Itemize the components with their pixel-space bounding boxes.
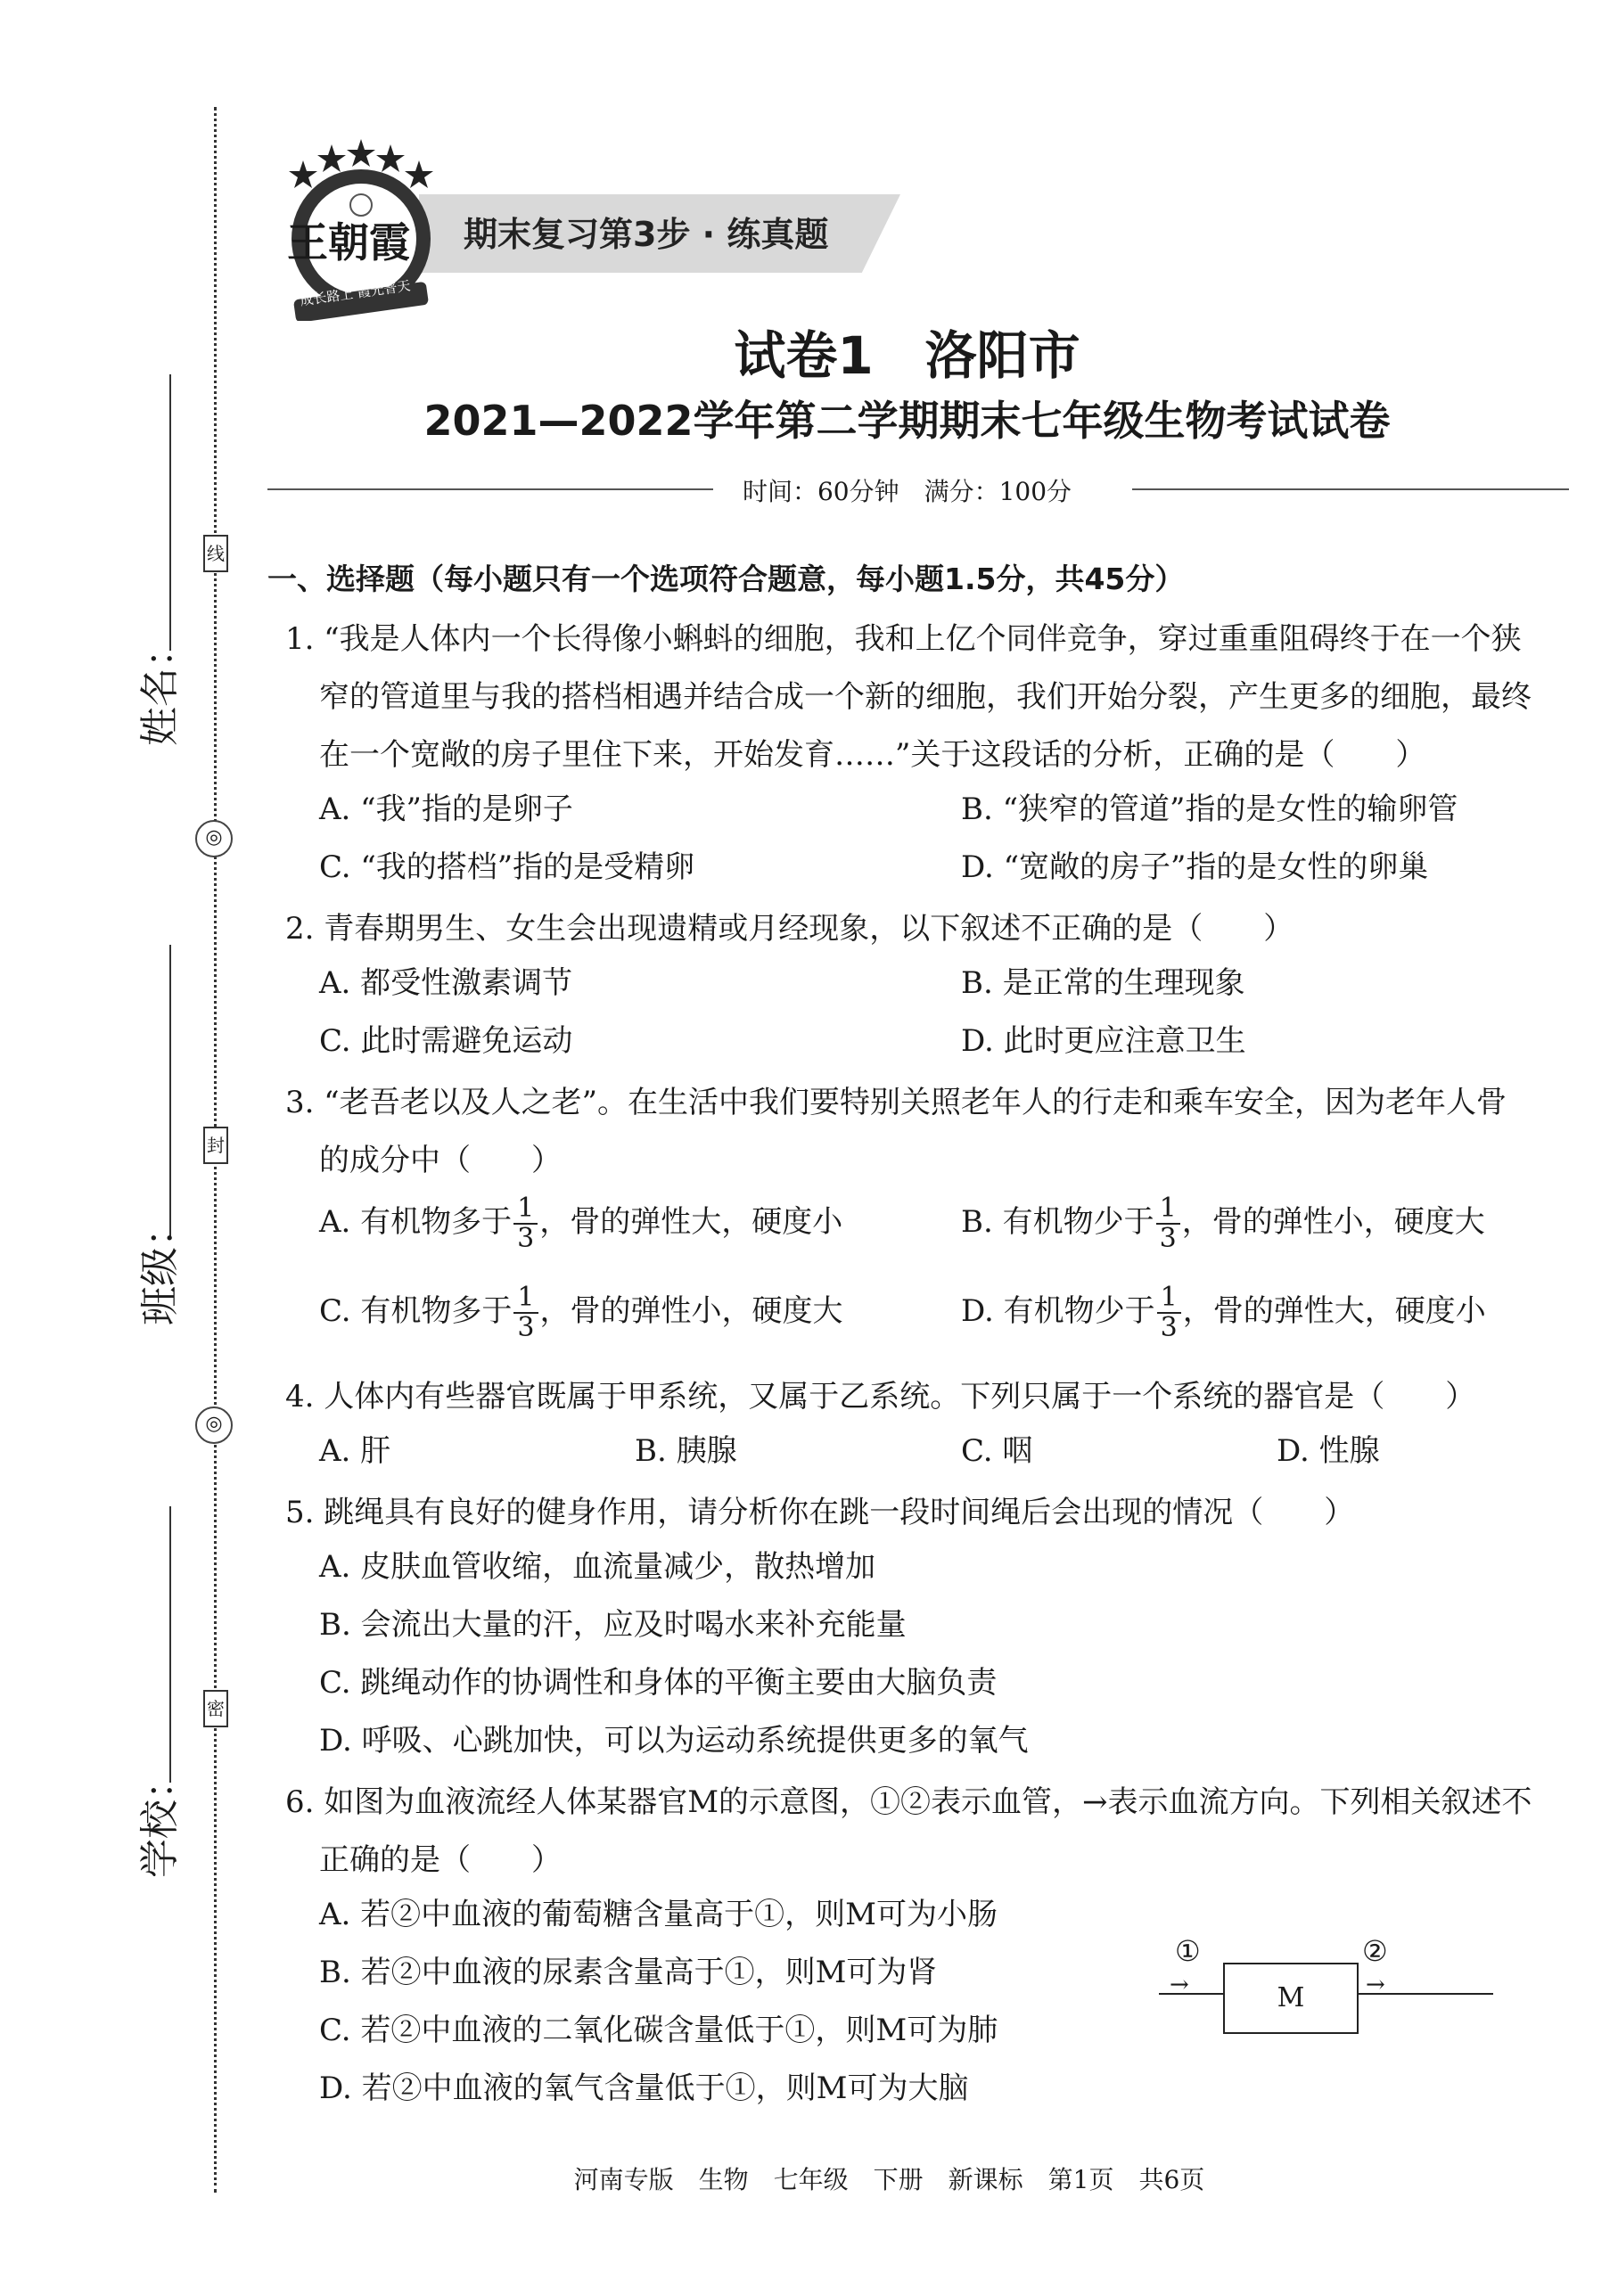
question-2-line-1: 2. 青春期男生、女生会出现遗精或月经现象，以下叙述不正确的是（ ） <box>285 911 1294 947</box>
q4-option-a: A. 肝 <box>319 1433 391 1469</box>
q5-option-a: A. 皮肤血管收缩，血流量减少，散热增加 <box>319 1549 876 1585</box>
question-1-line-1: 1. “我是人体内一个长得像小蝌蚪的细胞，我和上亿个同伴竞争，穿过重重阻碍终于在一个狭 <box>285 621 1522 657</box>
fraction: $\frac{1}{3}$ <box>1157 1283 1181 1342</box>
section-heading: 一、选择题（每小题只有一个选项符合题意，每小题1.5分，共45分） <box>267 562 1185 596</box>
school-label: 学校： <box>137 1760 183 1878</box>
q5-option-c: C. 跳绳动作的协调性和身体的平衡主要由大脑负责 <box>319 1665 998 1701</box>
margin-swirl-icon: ◎ <box>195 1406 233 1444</box>
fraction: $\frac{1}{3}$ <box>513 1283 538 1342</box>
question-3-line-2: 的成分中（ ） <box>319 1143 562 1178</box>
name-label: 姓名： <box>137 628 183 746</box>
question-1-line-3: 在一个宽敞的房子里住下来，开始发育……”关于这段话的分析，正确的是（ ） <box>319 737 1426 773</box>
q3-option-c: C. 有机物多于 $\frac{1}{3}$ ，骨的弹性小，硬度大 <box>319 1282 843 1343</box>
q6-option-d: D. 若②中血液的氧气含量低于①，则M可为大脑 <box>319 2070 969 2106</box>
banner-text: 期末复习第3步 · 练真题 <box>464 215 829 254</box>
exam-info: 时间：60分钟 满分：100分 <box>742 477 1072 506</box>
blood-flow-diagram <box>1159 1934 1462 2048</box>
question-1 <box>285 611 1569 784</box>
class-label: 班级： <box>137 1208 183 1325</box>
q6-option-a: A. 若②中血液的葡萄糖含量高于①，则M可为小肠 <box>319 1897 998 1932</box>
margin-swirl-icon: ◎ <box>195 820 233 857</box>
q3-option-d: D. 有机物少于 $\frac{1}{3}$ ，骨的弹性大，硬度小 <box>961 1282 1486 1343</box>
q3-option-a: A. 有机物多于 $\frac{1}{3}$ ，骨的弹性大，硬度小 <box>319 1193 843 1254</box>
question-6-line-2: 正确的是（ ） <box>319 1842 562 1878</box>
flow-arrow-icon: → <box>1170 1972 1189 1998</box>
q2-option-b: B. 是正常的生理现象 <box>961 965 1245 1001</box>
question-5 <box>285 1484 1569 1542</box>
q3-option-b: B. 有机物少于 $\frac{1}{3}$ ，骨的弹性小，硬度大 <box>961 1193 1485 1254</box>
organ-m-box: M <box>1223 1963 1359 2034</box>
q6-option-b: B. 若②中血液的尿素含量高于①，则M可为肾 <box>319 1955 938 1990</box>
q2-option-a: A. 都受性激素调节 <box>319 965 573 1001</box>
school-fill-line <box>169 1506 171 1783</box>
question-2 <box>285 900 1569 958</box>
q2-option-c: C. 此时需避免运动 <box>319 1023 573 1059</box>
question-4 <box>285 1368 1569 1426</box>
fraction: $\frac{1}{3}$ <box>1156 1194 1180 1253</box>
paper-subtitle: 2021—2022学年第二学期期末七年级生物考试试卷 <box>423 397 1391 445</box>
margin-mark-mi: 密 <box>203 1690 228 1727</box>
question-6 <box>285 1774 1569 1890</box>
vessel-2-label: ② <box>1362 1934 1388 1968</box>
q4-option-d: D. 性腺 <box>1277 1433 1380 1469</box>
margin-mark-xian: 线 <box>203 535 228 572</box>
vessel-1-label: ① <box>1175 1934 1201 1968</box>
q1-option-a: A. “我”指的是卵子 <box>319 791 573 827</box>
question-6-line-1: 6. 如图为血液流经人体某器官M的示意图，①②表示血管，→表示血流方向。下列相关叙述不 <box>285 1784 1532 1820</box>
question-1-line-2: 窄的管道里与我的搭档相遇并结合成一个新的细胞，我们开始分裂，产生更多的细胞，最终 <box>319 679 1532 715</box>
q5-option-b: B. 会流出大量的汗，应及时喝水来补充能量 <box>319 1607 907 1643</box>
q4-option-c: C. 咽 <box>961 1433 1033 1469</box>
question-3 <box>285 1074 1569 1190</box>
page-footer: 河南专版 生物 七年级 下册 新课标 第1页 共6页 <box>573 2165 1205 2194</box>
class-fill-line <box>169 945 171 1239</box>
logo-slogan: 成长路上 霞光普天 <box>299 277 412 309</box>
logo-text: 王朝霞 <box>287 218 410 266</box>
q6-option-c: C. 若②中血液的二氧化碳含量低于①，则M可为肺 <box>319 2013 998 2048</box>
margin-mark-feng: 封 <box>203 1127 228 1164</box>
q1-option-c: C. “我的搭档”指的是受精卵 <box>319 849 695 885</box>
fraction: $\frac{1}{3}$ <box>513 1194 538 1253</box>
flow-arrow-icon: → <box>1366 1972 1385 1998</box>
q5-option-d: D. 呼吸、心跳加快，可以为运动系统提供更多的氧气 <box>319 1723 1029 1759</box>
q2-option-d: D. 此时更应注意卫生 <box>961 1023 1246 1059</box>
question-3-line-1: 3. “老吾老以及人之老”。在生活中我们要特别关照老年人的行走和乘车安全，因为老年人骨 <box>285 1085 1507 1120</box>
q1-option-d: D. “宽敞的房子”指的是女性的卵巢 <box>961 849 1429 885</box>
paper-title: 试卷1 洛阳市 <box>734 325 1080 386</box>
q1-option-b: B. “狭窄的管道”指的是女性的输卵管 <box>961 791 1458 827</box>
q4-option-b: B. 胰腺 <box>635 1433 737 1469</box>
question-5-line-1: 5. 跳绳具有良好的健身作用，请分析你在跳一段时间绳后会出现的情况（ ） <box>285 1495 1355 1530</box>
question-4-line-1: 4. 人体内有些器官既属于甲系统，又属于乙系统。下列只属于一个系统的器官是（ ） <box>285 1379 1476 1414</box>
